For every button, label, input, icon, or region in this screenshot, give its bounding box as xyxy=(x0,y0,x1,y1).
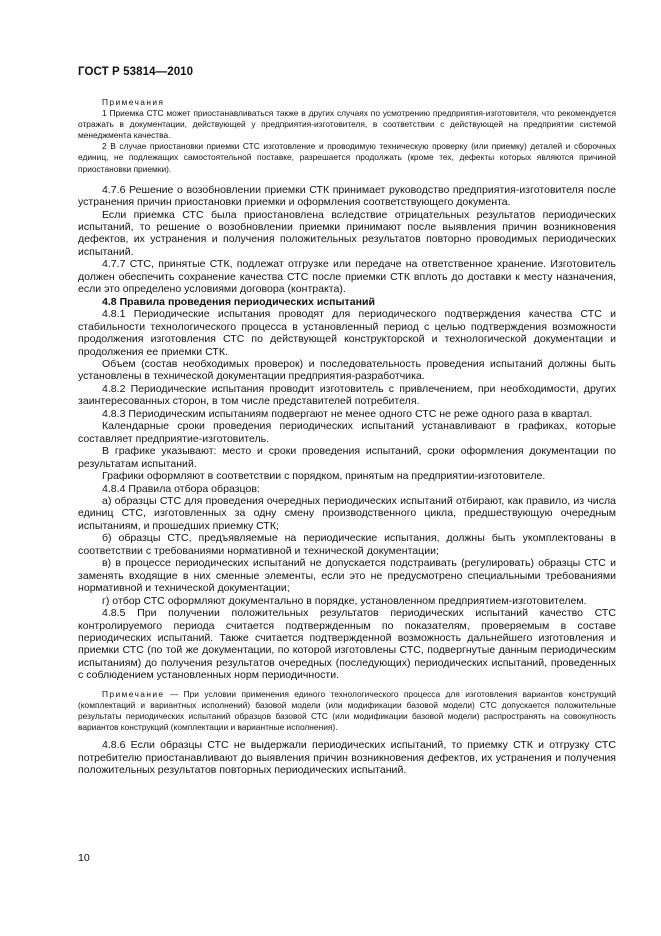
document-header: ГОСТ Р 53814—2010 xyxy=(78,66,194,78)
note-item: 1 Приемка СТС может приостанавливаться также в других случаях по усмотрению предприятия-изготовителя, что рекомендуется отражать в документации, действующей у предприятия-изготовителя, в соответствии с действующей на предприятии системой менеджмента качества. xyxy=(78,108,616,141)
paragraph: 4.8.6 Если образцы СТС не выдержали периодических испытаний, то приемку СТК и отгрузку СТС потребителю приостанавливают до выявления причин возникновения дефектов, их устранения и получения положительных результатов повторных периодических испытаний. xyxy=(78,739,616,777)
paragraph: 4.8.2 Периодические испытания проводит изготовитель с привлечением, при необходимости, других заинтересованных сторон, в том числе представителей потребителя. xyxy=(78,382,616,408)
note-block xyxy=(78,689,616,733)
note-text: — При условии применения единого технологического процесса для изготовления вариантов конструкций (комплектаций и вариантных исполнений) базовой модели (или модификации базовой модели) СТС допускается положительные результаты периодических испытаний образцов базовой СТС (или модификации базовой модели) распространять на совокупность вариантов конструкций (комплектации и вариантные исполнения). xyxy=(78,688,616,733)
paragraph: 4.8.1 Периодические испытания проводят для периодического подтверждения качества СТС и стабильности технологического процесса в установленный период с целью подтверждения возможности продолжения изготовления СТС по действующей конструкторской и технологической документации и продолжения ее приемки СТК. xyxy=(78,308,616,358)
paragraph: 4.8.3 Периодическим испытаниям подвергают не менее одного СТС не реже одного раза в квартал. xyxy=(102,407,593,420)
note-label: Примечание xyxy=(102,688,165,699)
paragraph: 4.8.5 При получении положительных результатов периодических испытаний качество СТС контролируемого периода считается подтвержденным по показателям, проверяемым в составе периодических испытаний. Также считается подтвержденной возможность дальнейшего изготовления и приемки СТС (по той же документации, по которой изготовлены СТС, подвергнутые данным периодическим испытаниям) до получения результатов очередных (последующих) периодических испытаний, проведенных с соблюдением установленных норм периодичности. xyxy=(78,607,616,682)
paragraph: Объем (состав необходимых проверок) и последовательность проведения испытаний должны быть установлены в технической документации предприятия-разработчика. xyxy=(78,358,616,383)
paragraph: В графике указывают: место и сроки проведения испытаний, сроки оформления документации по результатам испытаний. xyxy=(78,445,616,470)
note-item: 2 В случае приостановки приемки СТС изготовление и проводимую техническую проверку (или приемку) деталей и сборочных единиц, не подлежащих самостоятельной поставке, разрешается продолжать (кроме тех, дефекты которых являются причиной приостановки приемки). xyxy=(78,141,616,174)
paragraph: 4.7.7 СТС, принятые СТК, подлежат отгрузке или передаче на ответственное хранение. Изготовитель должен обеспечить сохранение качества СТС после приемки СТК вплоть до доставки к месту назначения, если это определено условиями договора (контракта). xyxy=(78,258,616,296)
paragraph: 4.8.4 Правила отбора образцов: xyxy=(102,482,260,495)
section-heading: 4.8 Правила проведения периодических испытаний xyxy=(102,295,375,308)
page-number: 10 xyxy=(78,852,90,864)
paragraph: Календарные сроки проведения периодических испытаний устанавливают в графиках, которые составляет предприятие-изготовитель. xyxy=(78,420,616,445)
notes-title: Примечания xyxy=(102,97,165,107)
body-text xyxy=(78,184,616,777)
list-item: г) отбор СТС оформляют документально в порядке, установленном предприятием-изготовителем. xyxy=(102,594,587,607)
list-item: в) в процессе периодических испытаний не допускается подстраивать (регулировать) образцы СТС и заменять входящие в них сменные элементы, если это не предусмотрено специальными требованиями нормативной и технической документации; xyxy=(78,557,616,595)
paragraph: Графики оформляют в соответствии с порядком, принятым на предприятии-изготовителе. xyxy=(102,470,546,483)
paragraph: Если приемка СТС была приостановлена вследствие отрицательных результатов периодических испытаний, то решение о возобновлении приемки принимают после выявления причин возникновения дефектов, их устранения и получения положительных результатов повторно проводимых периодических испытаний. xyxy=(78,208,616,258)
list-item: а) образцы СТС для проведения очередных периодических испытаний отбирают, как правило, из числа единиц СТС, изготовленных за одну смену производственного цикла, предшествующую очередным испытаниям, и прошедших приемку СТК; xyxy=(78,494,616,532)
notes-block xyxy=(78,97,616,175)
list-item: б) образцы СТС, предъявляемые на периодические испытания, должны быть укомплектованы в соответствии с требованиями нормативной и технической документации; xyxy=(78,532,616,557)
paragraph: 4.7.6 Решение о возобновлении приемки СТК принимает руководство предприятия-изготовителя после устранения причин приостановки приемки и оформления соответствующего документа. xyxy=(78,183,616,209)
content-column xyxy=(78,97,616,777)
